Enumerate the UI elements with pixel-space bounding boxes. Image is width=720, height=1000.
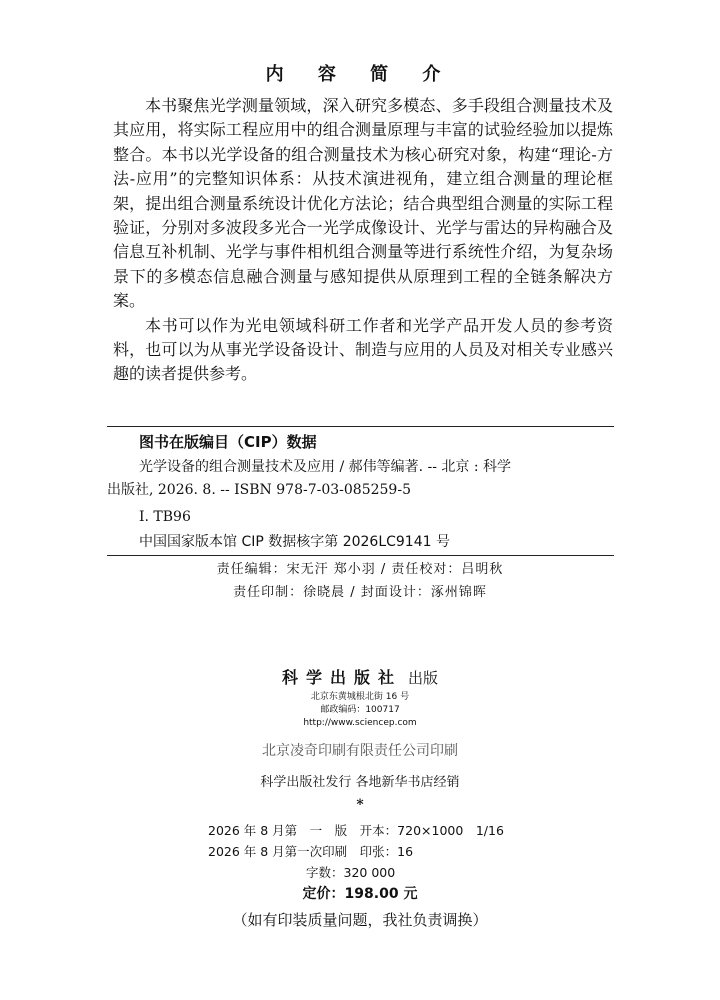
- publisher-postcode: 邮政编码：100717: [320, 705, 400, 715]
- distributor-line: 科学出版社发行 各地新华书店经销: [260, 775, 460, 790]
- publisher-address: 北京东黄城根北街 16 号: [310, 692, 410, 702]
- quality-notice: （如有印装质量问题，我社负责调换）: [232, 911, 488, 929]
- intro-paragraph: 本书聚焦光学测量领域，深入研究多模态、多手段组合测量技术及其应用，将实际工程应用中的组合测量原理与丰富的试验经验加以提炼整合。本书以光学设备的组合测量技术为核心研究对象，构建“理论-方法-应用”的完整知识体系：从技术演进视角，建立组合测量的理论框架，提出组合测量系统设计优化方法论；结合典型组合测量的实际工程验证，分别对多波段多光合一光学成像设计、光学与雷达的异构融合及信息互补机制、光学与事件相机组合测量等进行系统性介绍，为复杂场景下的多模态信息融合测量与感知提供从原理到工程的全链条解决方案。: [113, 96, 613, 311]
- credits-line: 责任编辑：宋无汗 郑小羽 / 责任校对：吕明秋: [216, 562, 504, 577]
- cip-data-block: [107, 426, 614, 556]
- cip-record: [107, 456, 614, 502]
- word-count: 字数：320 000: [306, 865, 396, 880]
- separator-star: *: [356, 797, 364, 813]
- cip-heading: 图书在版编目（CIP）数据: [139, 433, 317, 451]
- intro-paragraph: 本书可以作为光电领域科研工作者和光学产品开发人员的参考资料，也可以为从事光学设备设计、制造与应用的人员及对相关专业感兴趣的读者提供参考。: [113, 315, 613, 384]
- printer-line: 北京凌奇印刷有限责任公司印刷: [262, 743, 458, 759]
- cip-record-line: 出版社, 2026. 8. -- ISBN 978-7-03-085259-5: [107, 482, 411, 498]
- cip-classification: Ⅰ. TB96: [139, 509, 191, 525]
- cip-record-line: 光学设备的组合测量技术及应用 / 郝伟等编著. -- 北京 : 科学: [139, 459, 512, 475]
- publisher-website: http://www.sciencep.com: [303, 718, 417, 728]
- edition-line: 2026 年 8 月第 一 版 开本：720×1000 1/16: [208, 823, 504, 838]
- publisher-suffix: 出版: [408, 669, 439, 687]
- editorial-credits: [0, 558, 720, 604]
- publisher-block: [0, 665, 720, 730]
- page-title: 内 容 简 介: [265, 64, 455, 85]
- credits-line: 责任印制：徐晓晨 / 封面设计：涿州锦晖: [233, 585, 487, 600]
- price: 定价：198.00 元: [302, 886, 418, 902]
- printing-line: 2026 年 8 月第一次印刷 印张：16: [208, 844, 414, 859]
- book-introduction: [113, 94, 613, 387]
- cip-data-number: 中国国家版本馆 CIP 数据核字第 2026LC9141 号: [139, 534, 450, 550]
- publisher-name: 科学出版社: [281, 668, 402, 687]
